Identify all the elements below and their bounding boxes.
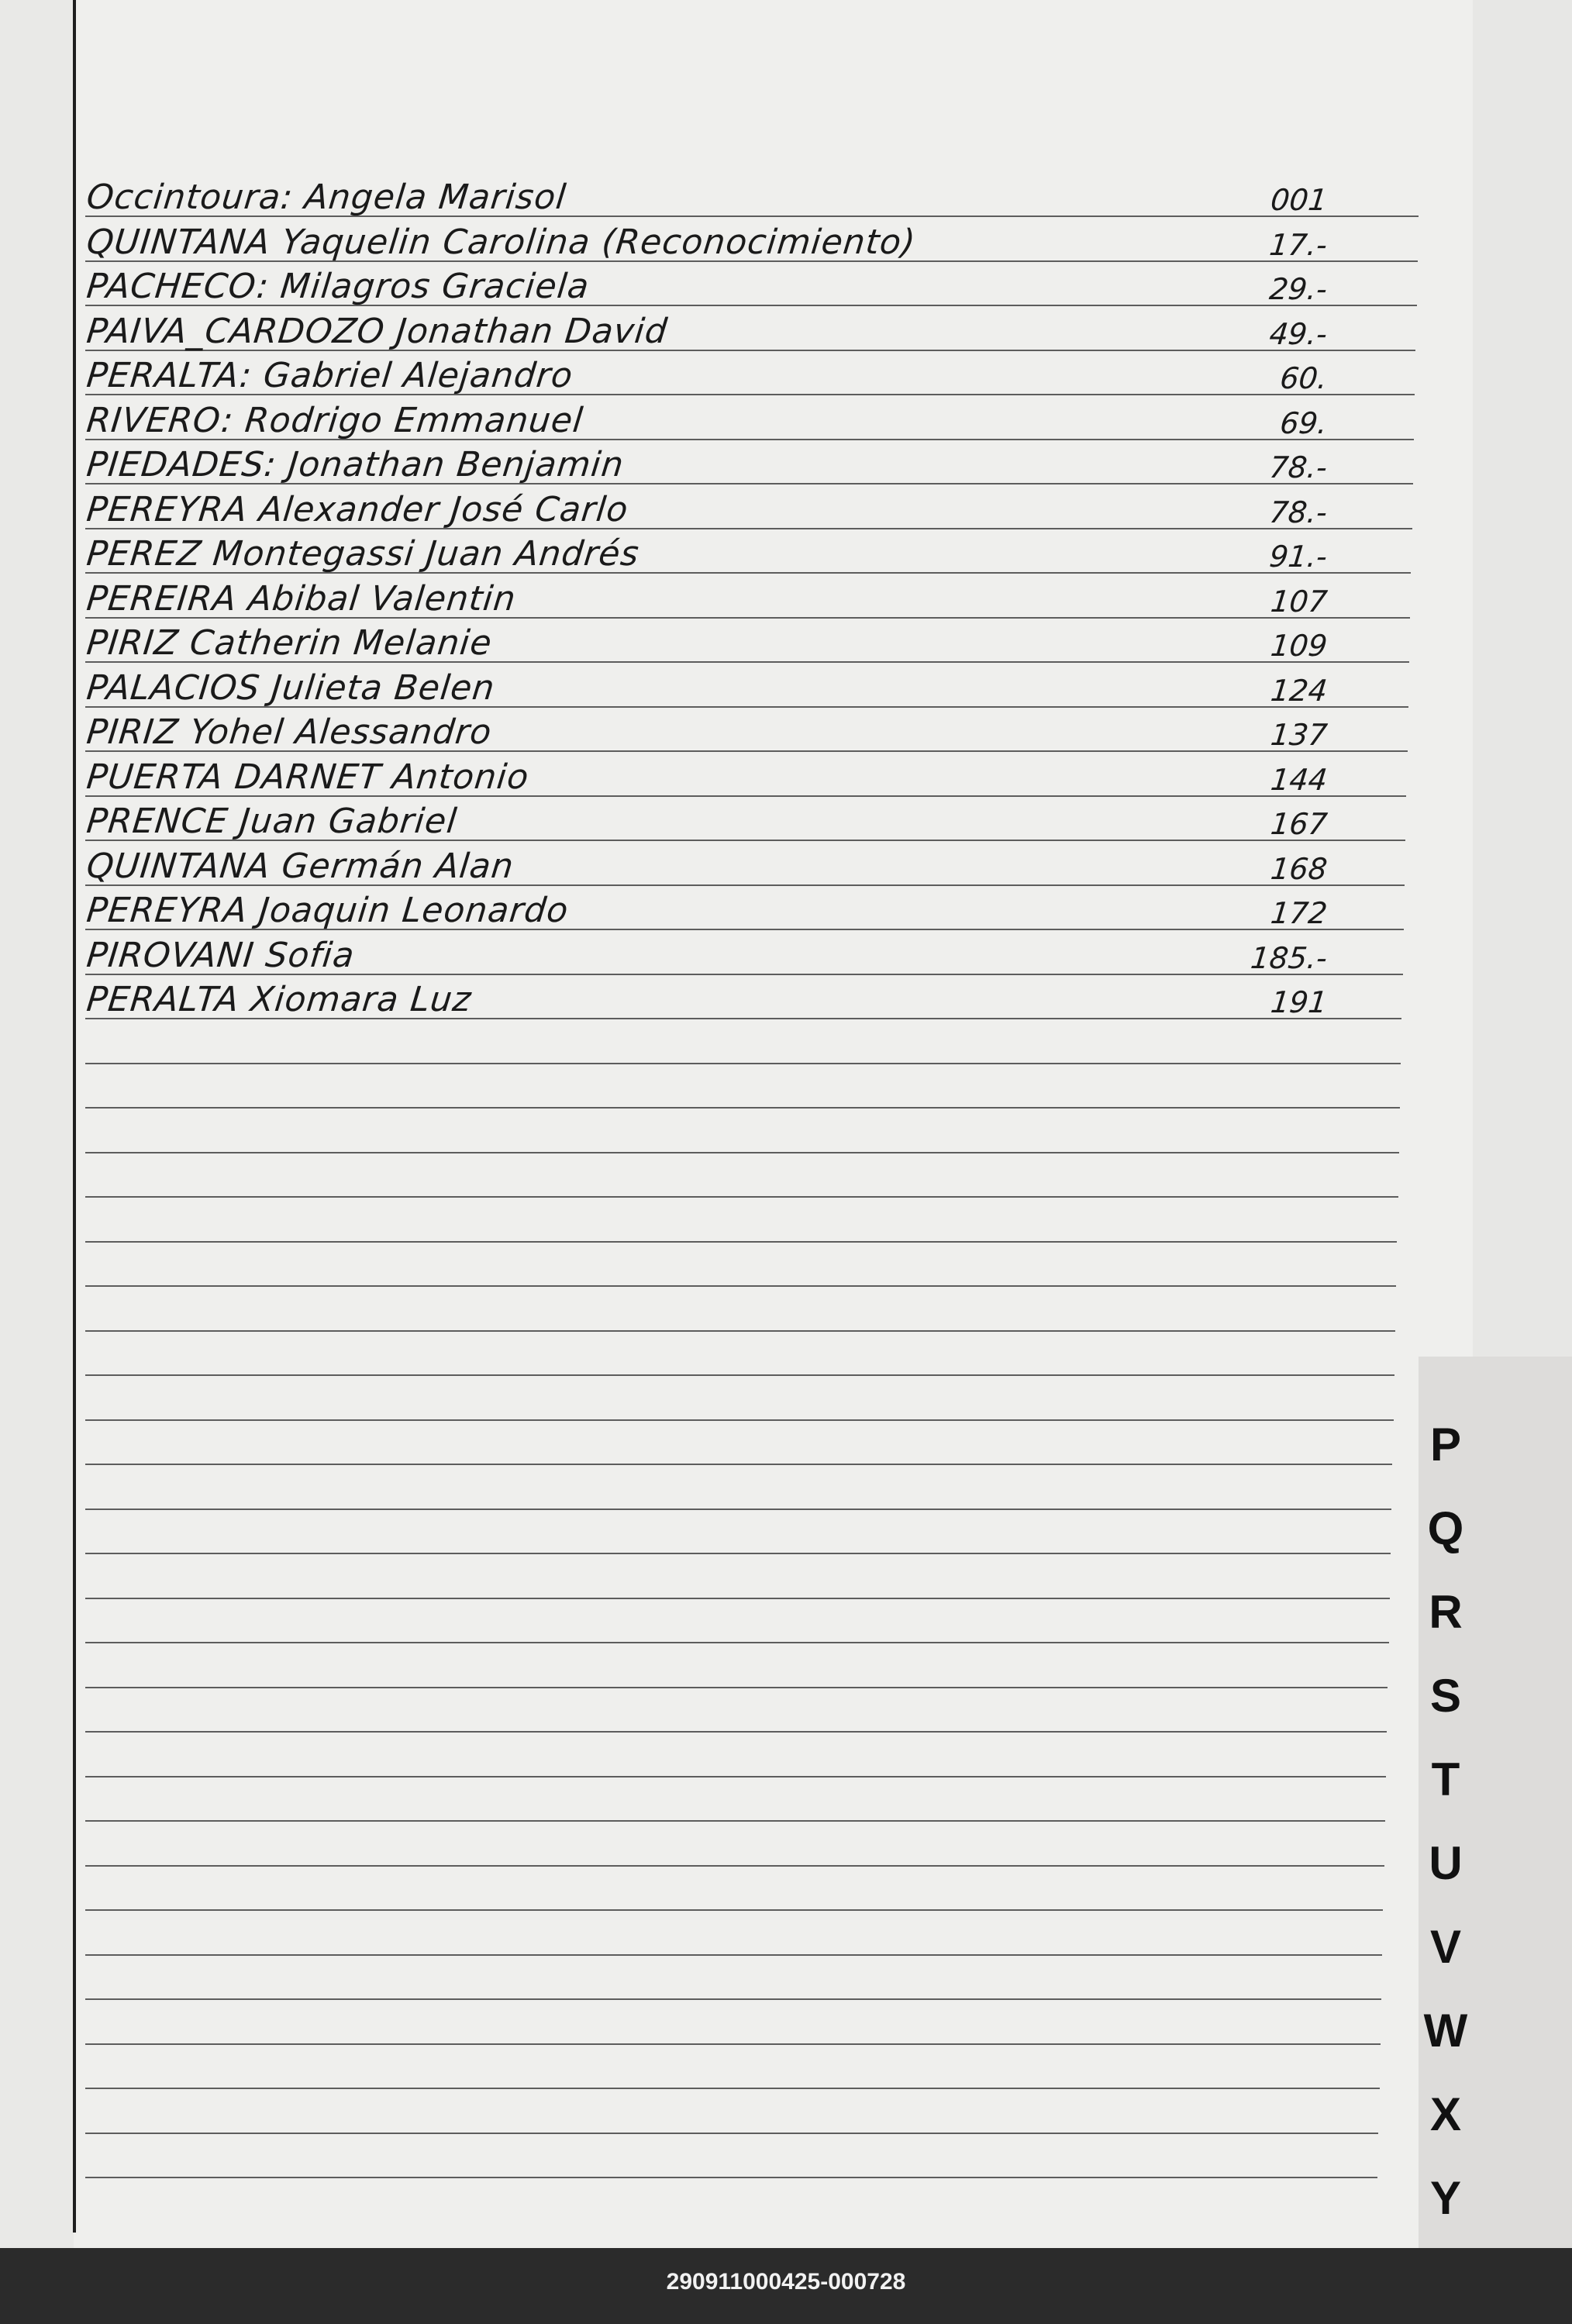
entry-number: 60.: [1278, 361, 1329, 395]
entry-name: PEREYRA Joaquin Leonardo: [84, 891, 571, 930]
entry-name: PIEDADES: Jonathan Benjamin: [84, 445, 626, 484]
list-item: [84, 890, 1329, 930]
ruled-line: [85, 2133, 1378, 2134]
tab-letter[interactable]: U: [1429, 1837, 1463, 1889]
tab-letter[interactable]: P: [1429, 1419, 1462, 1471]
entry-number: 001: [1269, 183, 1329, 217]
list-item: [84, 979, 1329, 1019]
tab-letter[interactable]: T: [1431, 1753, 1460, 1805]
entry-name: QUINTANA Yaquelin Carolina (Reconocimiento): [84, 222, 918, 262]
footer-id: 290911000425-000728: [666, 2269, 906, 2295]
list-item: [84, 801, 1329, 841]
entry-number: 167: [1269, 807, 1329, 841]
list-item: [84, 622, 1329, 663]
entry-number: 69.: [1278, 405, 1329, 440]
ruled-line: [85, 1909, 1383, 1911]
entry-number: 78.-: [1267, 495, 1329, 529]
ruled-line: [85, 2043, 1381, 2045]
ruled-line: [85, 1464, 1392, 1465]
ruled-line: [85, 1107, 1400, 1109]
entry-name: PERALTA: Gabriel Alejandro: [84, 356, 575, 395]
entry-number: 29.-: [1267, 272, 1329, 306]
entry-name: PIRIZ Catherin Melanie: [84, 623, 495, 663]
ruled-line: [85, 1776, 1386, 1777]
entry-name: PIRIZ Yohel Alessandro: [84, 712, 495, 752]
entry-name: PRENCE Juan Gabriel: [84, 802, 460, 841]
list-item: [84, 712, 1329, 752]
entry-name: PEREIRA Abibal Valentin: [84, 578, 519, 619]
list-item: [84, 489, 1329, 529]
ruled-line: [85, 1285, 1396, 1287]
ruled-line: [85, 1642, 1389, 1643]
margin-rule: [73, 0, 76, 2233]
entry-number: 144: [1269, 762, 1329, 797]
ruled-line: [85, 1374, 1394, 1376]
entry-number: 172: [1269, 896, 1329, 930]
list-item: [84, 935, 1329, 975]
ruled-line: [85, 1196, 1398, 1198]
list-item: [84, 533, 1329, 574]
entry-name: Occintoura: Angela Marisol: [84, 178, 569, 217]
tab-paper-edge: [1473, 0, 1572, 1357]
ruled-line: [85, 1063, 1401, 1064]
ruled-line: [85, 1731, 1387, 1733]
entry-number: 191: [1269, 985, 1329, 1019]
list-item: [84, 311, 1329, 351]
entry-name: PEREYRA Alexander José Carlo: [84, 489, 631, 529]
ruled-line: [85, 1330, 1395, 1332]
entry-name: RIVERO: Rodrigo Emmanuel: [84, 400, 586, 440]
list-item: [84, 757, 1329, 797]
list-item: [84, 444, 1329, 484]
entry-number: 137: [1269, 718, 1329, 752]
tab-letter[interactable]: Q: [1427, 1502, 1464, 1554]
list-item: [84, 846, 1329, 886]
ruled-line: [85, 1152, 1399, 1153]
entry-name: QUINTANA Germán Alan: [84, 846, 516, 886]
ruled-line: [85, 1998, 1381, 2000]
tab-letter[interactable]: R: [1429, 1586, 1463, 1638]
entry-number: 185.-: [1249, 940, 1329, 975]
ruled-line: [85, 1687, 1388, 1688]
list-item: [84, 400, 1329, 440]
ruled-line: [85, 2088, 1380, 2089]
list-item: [84, 667, 1329, 708]
tab-letter[interactable]: Y: [1429, 2172, 1462, 2224]
entry-name: PALACIOS Julieta Belen: [84, 667, 498, 708]
tab-letter[interactable]: W: [1423, 2005, 1468, 2057]
ruled-line: [85, 1419, 1394, 1421]
entry-name: PIROVANI Sofia: [84, 935, 357, 975]
entry-number: 91.-: [1267, 540, 1329, 574]
entry-name: PUERTA DARNET Antonio: [84, 757, 532, 797]
entry-number: 78.-: [1267, 450, 1329, 484]
document-footer: [0, 2248, 1572, 2316]
ruled-line: [85, 1509, 1391, 1510]
ruled-line: [85, 2177, 1377, 2178]
left-margin: [0, 0, 74, 2248]
entry-name: PEREZ Montegassi Juan Andrés: [84, 534, 642, 574]
entry-number: 168: [1269, 851, 1329, 886]
list-item: [84, 266, 1329, 306]
tab-letter[interactable]: X: [1429, 2088, 1462, 2140]
entry-name: PACHECO: Milagros Graciela: [84, 267, 591, 306]
list-item: [84, 578, 1329, 619]
entry-number: 17.-: [1267, 227, 1329, 262]
ruled-line: [85, 1598, 1390, 1599]
list-item: [84, 355, 1329, 395]
tab-letter[interactable]: S: [1429, 1670, 1462, 1722]
entry-number: 124: [1269, 673, 1329, 708]
list-item: [84, 177, 1329, 217]
entry-number: 107: [1269, 584, 1329, 619]
ruled-line: [85, 1241, 1397, 1243]
alphabet-tabs: [1422, 1403, 1469, 2324]
entry-name: PERALTA Xiomara Luz: [84, 980, 474, 1019]
entry-name: PAIVA_CARDOZO Jonathan David: [84, 311, 670, 351]
ruled-line: [85, 1865, 1384, 1867]
entry-number: 49.-: [1267, 316, 1329, 351]
ruled-line: [85, 1820, 1385, 1822]
ruled-line: [85, 1553, 1391, 1554]
list-item: [84, 222, 1329, 262]
entry-number: 109: [1269, 629, 1329, 663]
tab-letter[interactable]: V: [1429, 1921, 1462, 1973]
ruled-line: [85, 1954, 1382, 1956]
